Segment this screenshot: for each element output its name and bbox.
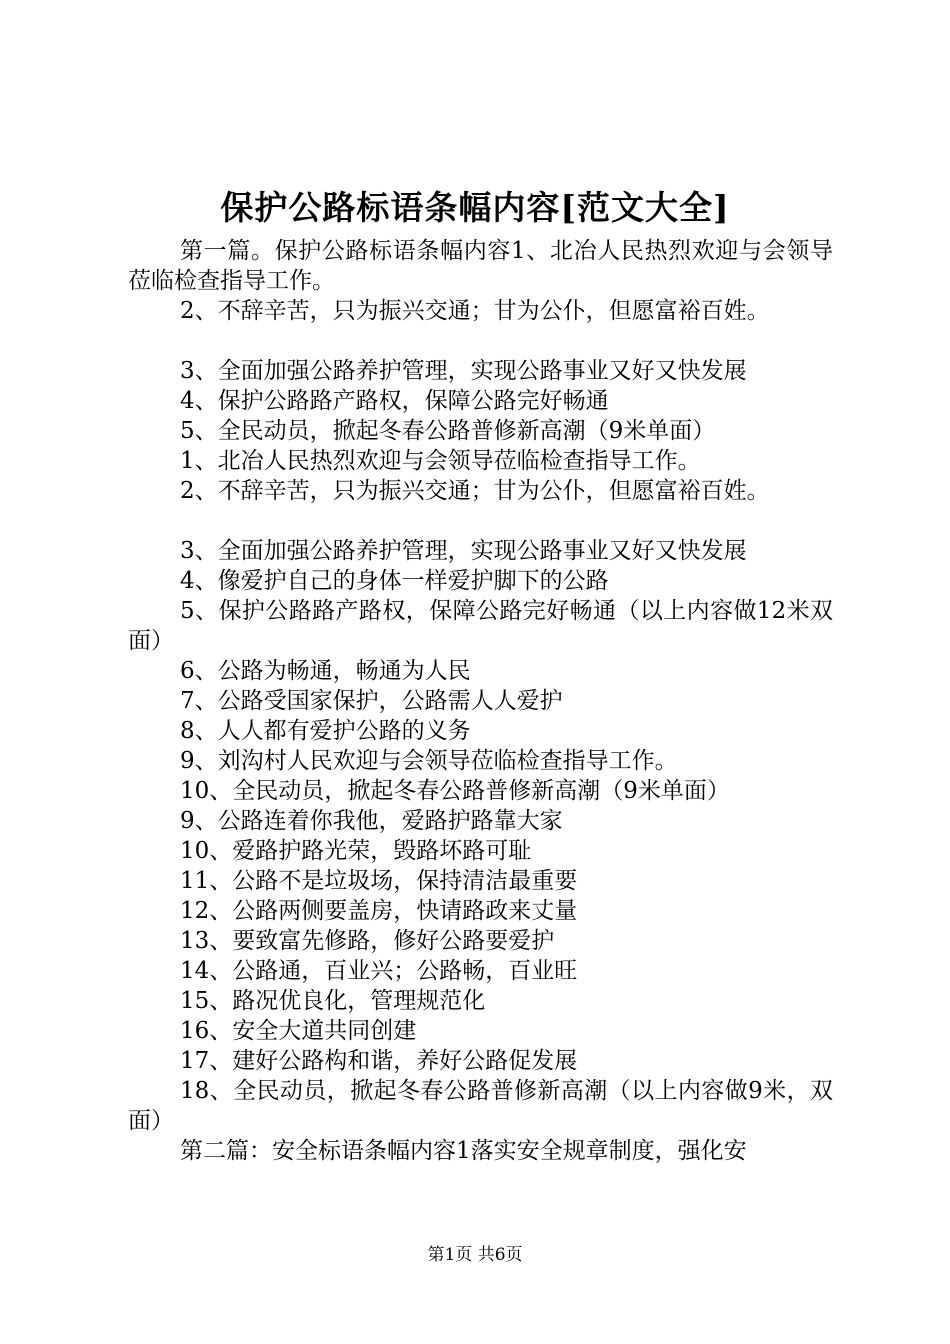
document-body — [128, 236, 833, 1166]
paragraph: 6、公路为畅通，畅通为人民 — [180, 658, 471, 684]
paragraph: 10、爱路护路光荣，毁路坏路可耻 — [180, 838, 532, 864]
paragraph: 15、路况优良化，管理规范化 — [180, 988, 486, 1014]
paragraph: 8、人人都有爱护公路的义务 — [180, 718, 471, 744]
paragraph: 7、公路受国家保护，公路需人人爱护 — [180, 688, 563, 714]
paragraph: 3、全面加强公路养护管理，实现公路事业又好又快发展 — [180, 538, 747, 564]
paragraph: 11、公路不是垃圾场，保持清洁最重要 — [180, 868, 578, 894]
paragraph: 9、刘沟村人民欢迎与会领导莅临检查指导工作。 — [180, 748, 678, 774]
paragraph: 4、像爱护自己的身体一样爱护脚下的公路 — [180, 568, 609, 594]
paragraph: 13、要致富先修路，修好公路要爱护 — [180, 928, 555, 954]
paragraph: 第二篇：安全标语条幅内容1落实安全规章制度，强化安 — [180, 1138, 747, 1164]
paragraph: 9、公路连着你我他，爱路护路靠大家 — [180, 808, 563, 834]
blank-line — [128, 326, 833, 356]
paragraph: 5、保护公路路产路权，保障公路完好畅通（以上内容做12米双面） — [128, 598, 833, 654]
paragraph: 2、不辞辛苦，只为振兴交通；甘为公仆，但愿富裕百姓。 — [180, 298, 770, 324]
paragraph: 2、不辞辛苦，只为振兴交通；甘为公仆，但愿富裕百姓。 — [180, 478, 770, 504]
paragraph: 5、全民动员，掀起冬春公路普修新高潮（9米单面） — [180, 418, 716, 444]
document-title: 保护公路标语条幅内容[范文大全] — [220, 188, 730, 227]
paragraph: 10、全民动员，掀起冬春公路普修新高潮（9米单面） — [180, 778, 730, 804]
paragraph: 18、全民动员，掀起冬春公路普修新高潮（以上内容做9米，双面） — [128, 1078, 833, 1134]
page-indicator: 第1页 共6页 — [427, 1245, 523, 1265]
paragraph: 17、建好公路构和谐，养好公路促发展 — [180, 1048, 578, 1074]
paragraph: 3、全面加强公路养护管理，实现公路事业又好又快发展 — [180, 358, 747, 384]
blank-line — [128, 506, 833, 536]
paragraph: 12、公路两侧要盖房，快请路政来丈量 — [180, 898, 578, 924]
paragraph: 1、北冶人民热烈欢迎与会领导莅临检查指导工作。 — [180, 448, 701, 474]
paragraph: 4、保护公路路产路权，保障公路完好畅通 — [180, 388, 609, 414]
paragraph: 14、公路通，百业兴；公路畅，百业旺 — [180, 958, 578, 984]
paragraph: 第一篇。保护公路标语条幅内容1、北冶人民热烈欢迎与会领导莅临检查指导工作。 — [128, 238, 833, 294]
paragraph: 16、安全大道共同创建 — [180, 1018, 417, 1044]
